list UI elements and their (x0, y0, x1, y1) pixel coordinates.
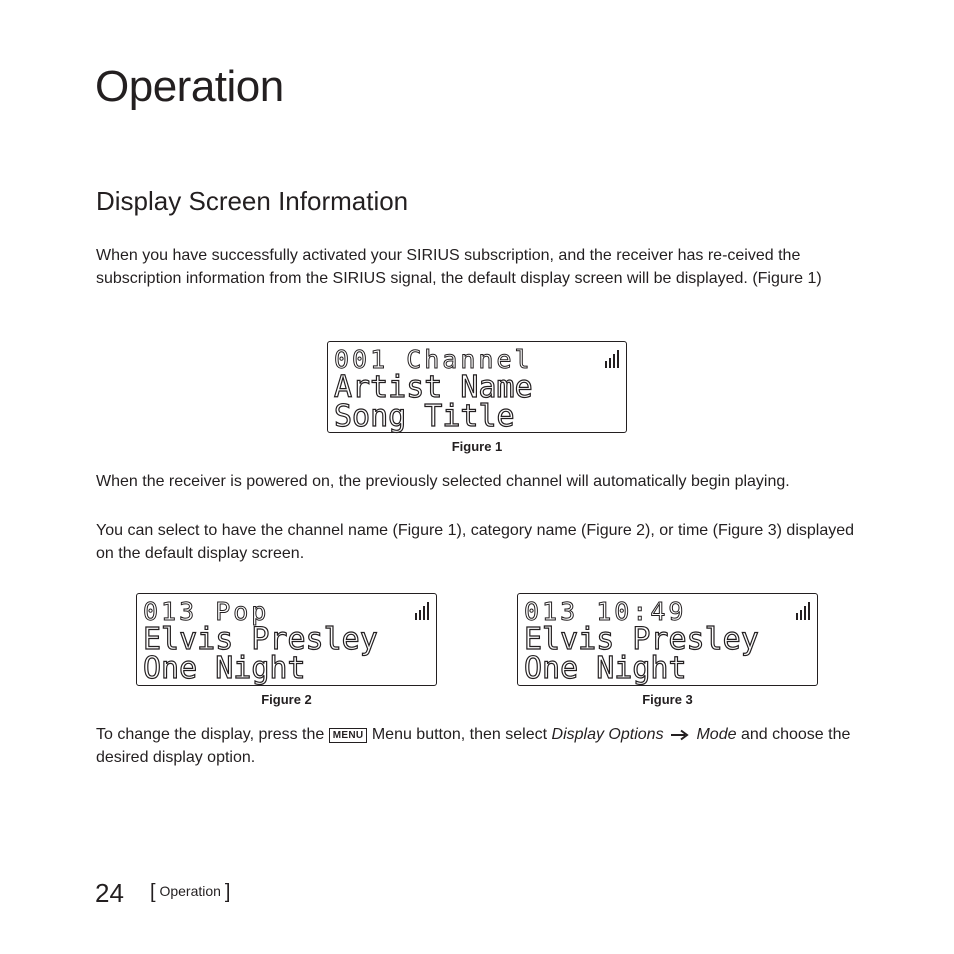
menu-option-mode: Mode (696, 726, 737, 743)
instruction-text: and choose the desired display option. (96, 726, 851, 766)
section-title: Display Screen Information (96, 186, 409, 216)
page-number: 24 (95, 878, 124, 908)
menu-option-display-options: Display Options (551, 726, 664, 743)
change-display-paragraph (96, 724, 866, 769)
page-title: Operation (95, 62, 284, 111)
lcd-line-1: 001 Channel (334, 345, 533, 374)
lcd-line-2: Artist Name (334, 370, 533, 405)
lcd-line-3: One Night (524, 651, 687, 686)
lcd-display-figure-1 (327, 341, 627, 433)
lcd-line-2: Elvis Presley (524, 622, 759, 657)
power-on-paragraph: When the receiver is powered on, the previously selected channel will automatically begin playing. (96, 473, 790, 490)
lcd-line-3: One Night (143, 651, 306, 686)
lcd-line-1: 013 Pop (143, 597, 270, 626)
figure-3-caption: Figure 3 (642, 692, 693, 707)
footer-section-label (150, 881, 230, 904)
lcd-line-2: Elvis Presley (143, 622, 378, 657)
footer-bracket: ] (224, 881, 231, 903)
lcd-line-1: 013 10:49 (524, 597, 687, 626)
signal-strength-icon (795, 602, 811, 620)
arrow-right-icon (670, 729, 690, 741)
lcd-display-figure-2 (136, 593, 437, 686)
intro-paragraph: When you have successfully activated your SIRIUS subscription, and the receiver has re-ceived the subscription information from the SIRIUS signal, the default display screen will be displayed. (Figure 1) (96, 247, 822, 287)
footer-label: Operation (159, 883, 221, 899)
menu-key-icon: MENU (329, 728, 368, 743)
signal-strength-icon (414, 602, 430, 620)
instruction-text: Menu button, then select (367, 726, 552, 743)
display-choice-paragraph: You can select to have the channel name (Figure 1), category name (Figure 2), or time (Figure 3) displayed on the default display screen. (96, 522, 855, 562)
figure-2-caption: Figure 2 (261, 692, 312, 707)
signal-strength-icon (604, 350, 620, 368)
instruction-text: To change the display, press the (96, 726, 329, 743)
footer-bracket: [ (150, 881, 156, 903)
lcd-line-3: Song Title (334, 399, 515, 434)
figure-1-caption: Figure 1 (451, 439, 503, 454)
lcd-display-figure-3 (517, 593, 818, 686)
